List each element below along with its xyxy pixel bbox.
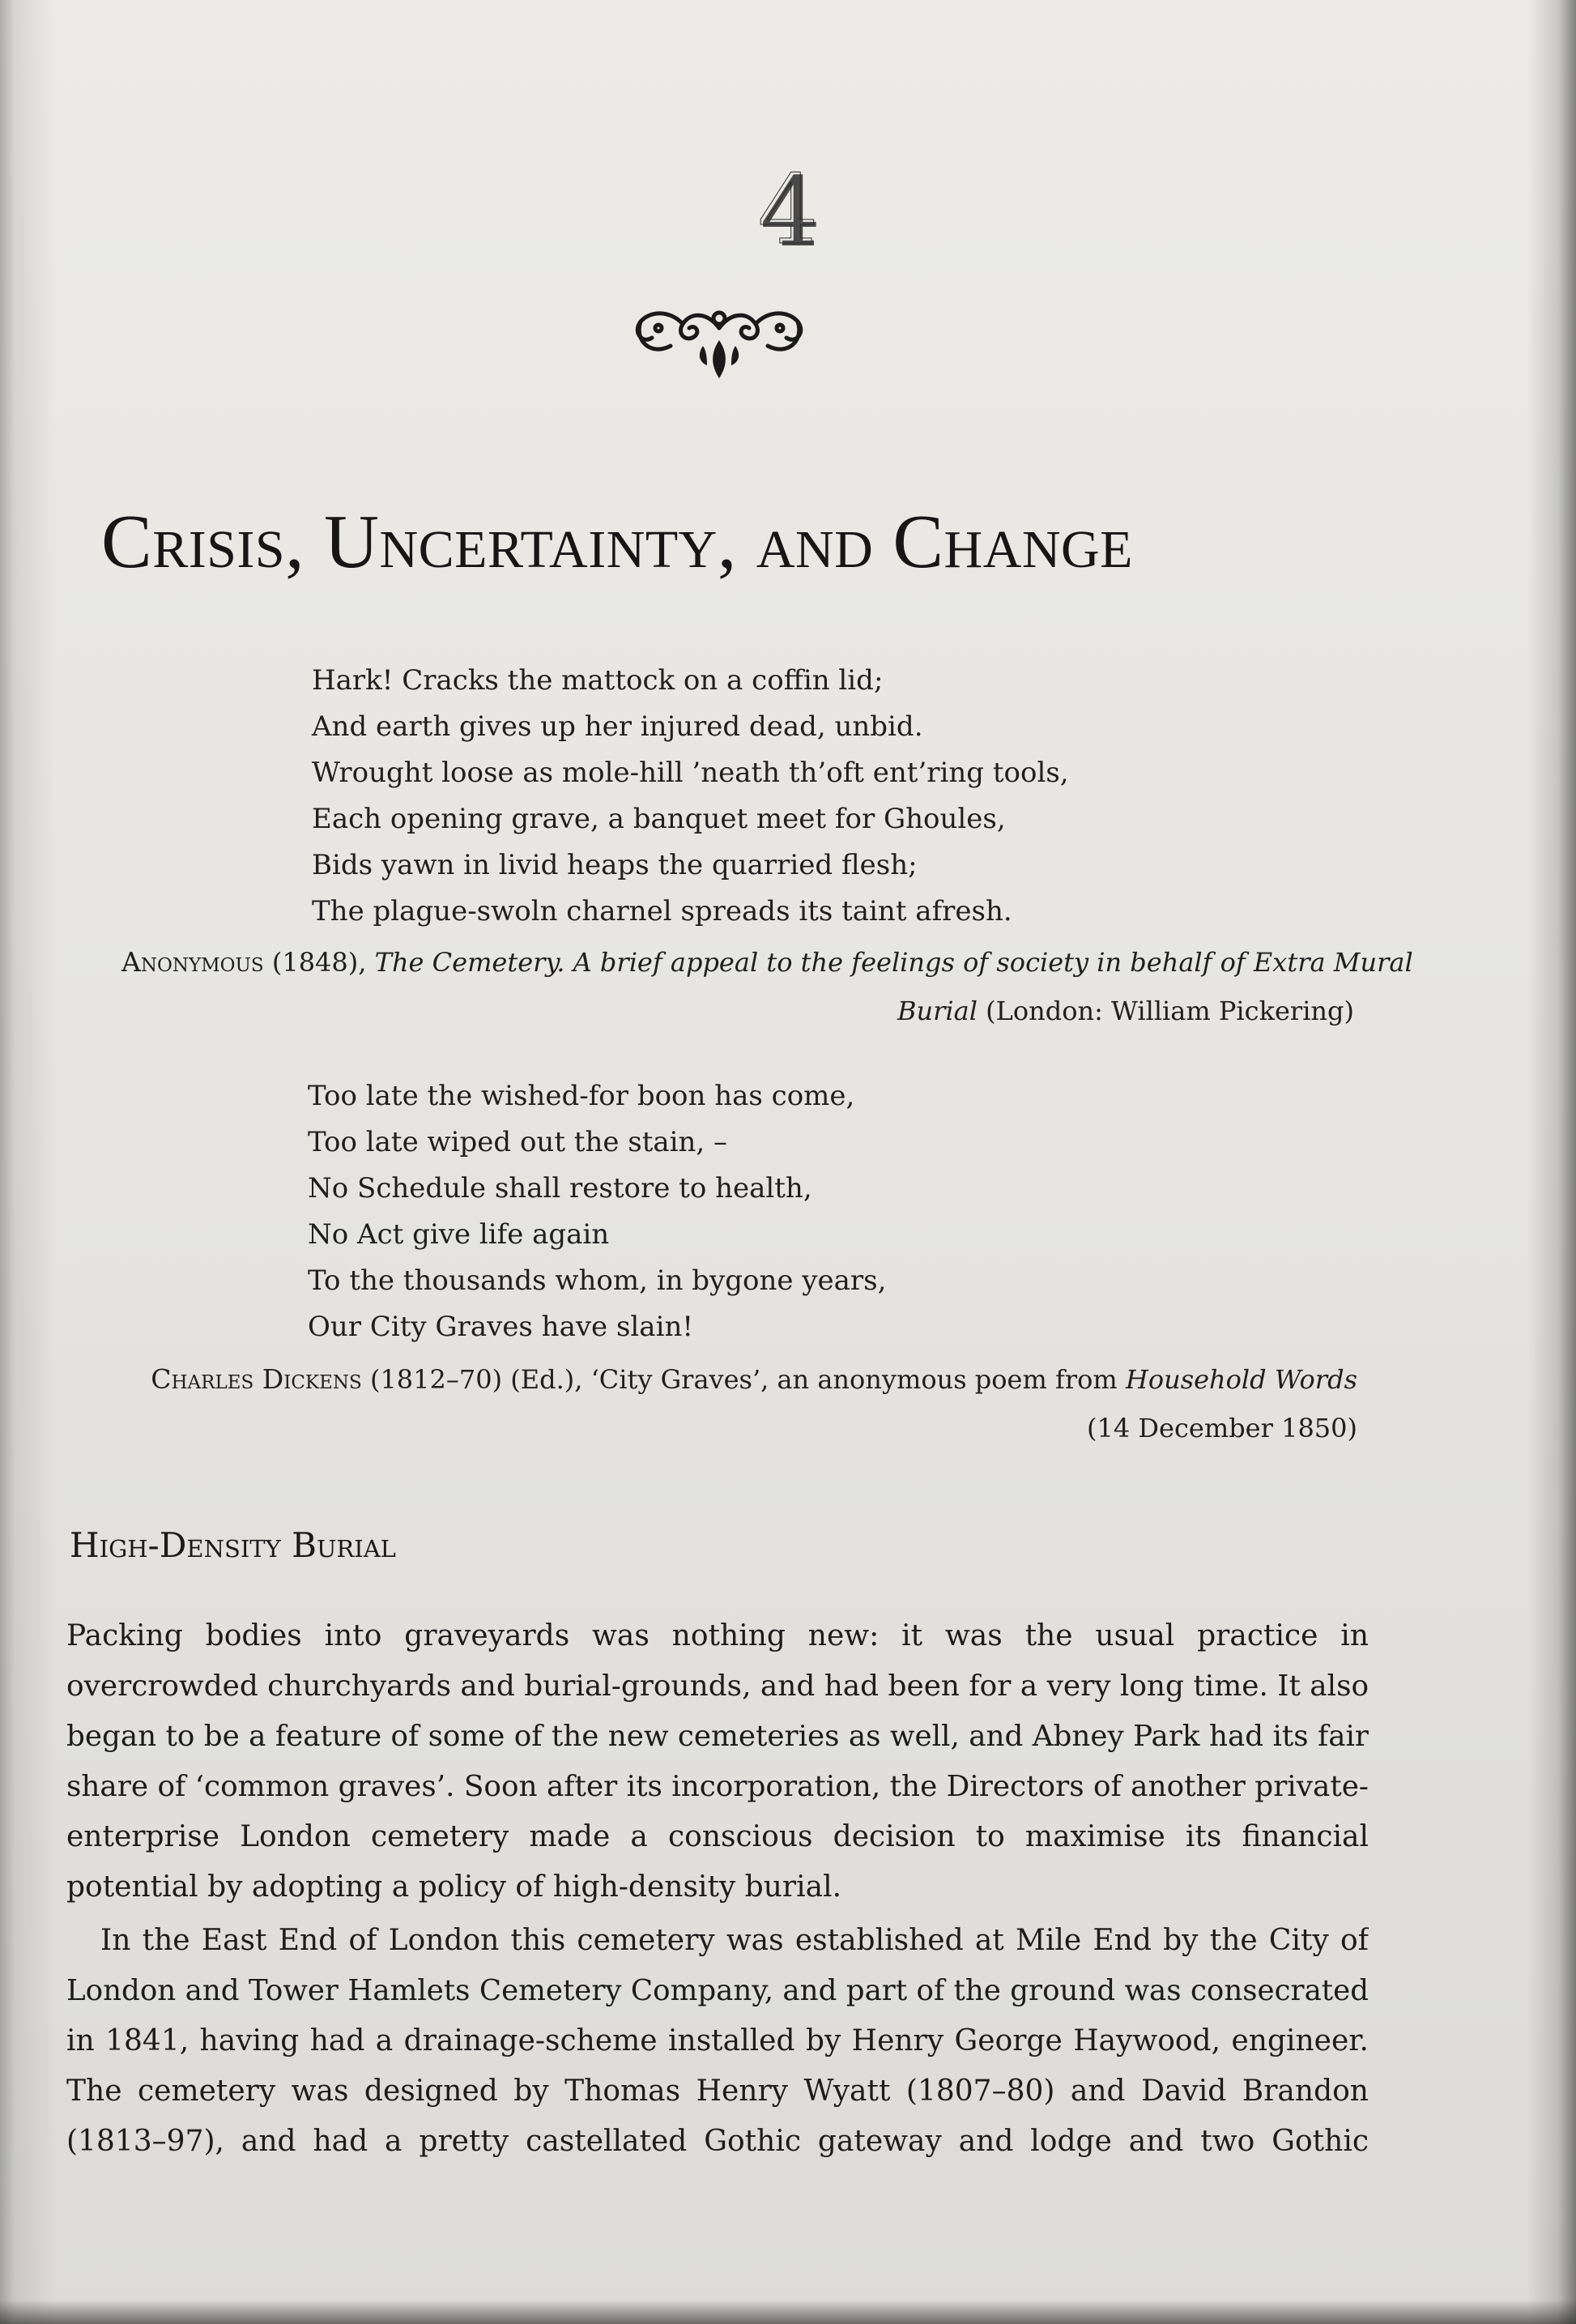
paragraph-line: in 1841, having had a drainage-scheme installed by Henry George Haywood, engineer. — [66, 2024, 1369, 2057]
page-bottom-edge — [0, 2300, 1576, 2324]
verse-line: Too late wiped out the stain, – — [308, 1126, 728, 1158]
epigraph-attribution-2 — [121, 1355, 1357, 1452]
attribution-line — [121, 938, 1413, 987]
paragraph-line: share of ‘common graves’. Soon after its incorporation, the Directors of another private- — [66, 1770, 1369, 1803]
section-heading: High-Density Burial — [70, 1525, 396, 1565]
paragraph-line: overcrowded churchyards and burial-grounds, and had been for a very long time. It also — [66, 1669, 1369, 1703]
chapter-number: 4 — [757, 154, 819, 266]
attribution-author: Charles Dickens — [151, 1363, 362, 1395]
paragraph-line: enterprise London cemetery made a conscious decision to maximise its financial — [66, 1820, 1369, 1853]
verse-line: And earth gives up her injured dead, unbid. — [312, 710, 923, 743]
epigraph-attribution-1 — [121, 938, 1413, 1035]
verse-line: To the thousands whom, in bygone years, — [308, 1264, 887, 1297]
paragraph-line: The cemetery was designed by Thomas Henry Wyatt (1807–80) and David Brandon — [66, 2075, 1369, 2108]
verse-line: Bids yawn in livid heaps the quarried flesh; — [312, 849, 918, 881]
attribution-dates: (1812–70) (Ed.), ‘City Graves’, an anonymous poem from — [361, 1364, 1126, 1395]
epigraph-verse-2 — [308, 1073, 886, 1350]
attribution-work: The Cemetery. A brief appeal to the feelings of society in behalf of Extra Mural — [374, 947, 1413, 978]
attribution-date-line: (14 December 1850) — [1087, 1413, 1357, 1443]
paragraph-line: In the East End of London this cemetery was established at Mile End by the City of — [100, 1924, 1369, 1957]
paragraph-line: began to be a feature of some of the new cemeteries as well, and Abney Park had its fair — [66, 1720, 1369, 1753]
verse-line: The plague-swoln charnel spreads its taint afresh. — [312, 895, 1012, 927]
verse-line: No Act give life again — [308, 1218, 610, 1251]
paragraph-line: London and Tower Hamlets Cemetery Company, and part of the ground was consecrated — [66, 1974, 1369, 2007]
paragraph-line: (1813–97), and had a pretty castellated Gothic gateway and lodge and two Gothic — [66, 2125, 1369, 2158]
body-paragraph-2 — [66, 1916, 1369, 2167]
attribution-author: Anonymous — [121, 946, 264, 978]
verse-line: Too late the wished-for boon has come, — [308, 1080, 855, 1112]
verse-line: Wrought loose as mole-hill ’neath th’oft ent’ring tools, — [312, 757, 1069, 789]
epigraph-verse-1 — [312, 658, 1069, 935]
fleuron-ornament-icon — [626, 296, 812, 385]
chapter-title: Crisis, Uncertainty, and Change — [101, 500, 1133, 584]
attribution-line — [121, 987, 1354, 1035]
body-paragraph-1 — [66, 1611, 1369, 1913]
attribution-line — [121, 1355, 1357, 1404]
verse-line: Hark! Cracks the mattock on a coffin lid; — [312, 664, 884, 697]
attribution-publisher: (London: William Pickering) — [977, 996, 1354, 1026]
attribution-work: Household Words — [1125, 1364, 1357, 1395]
verse-line: Each opening grave, a banquet meet for Ghoules, — [312, 803, 1006, 835]
paragraph-line: potential by adopting a policy of high-density burial. — [66, 1870, 842, 1904]
verse-line: Our City Graves have slain! — [308, 1311, 693, 1343]
attribution-year: (1848), — [263, 947, 375, 978]
verse-line: No Schedule shall restore to health, — [308, 1172, 812, 1205]
paragraph-line: Packing bodies into graveyards was nothing new: it was the usual practice in — [66, 1619, 1369, 1652]
attribution-work-cont: Burial — [897, 996, 978, 1026]
